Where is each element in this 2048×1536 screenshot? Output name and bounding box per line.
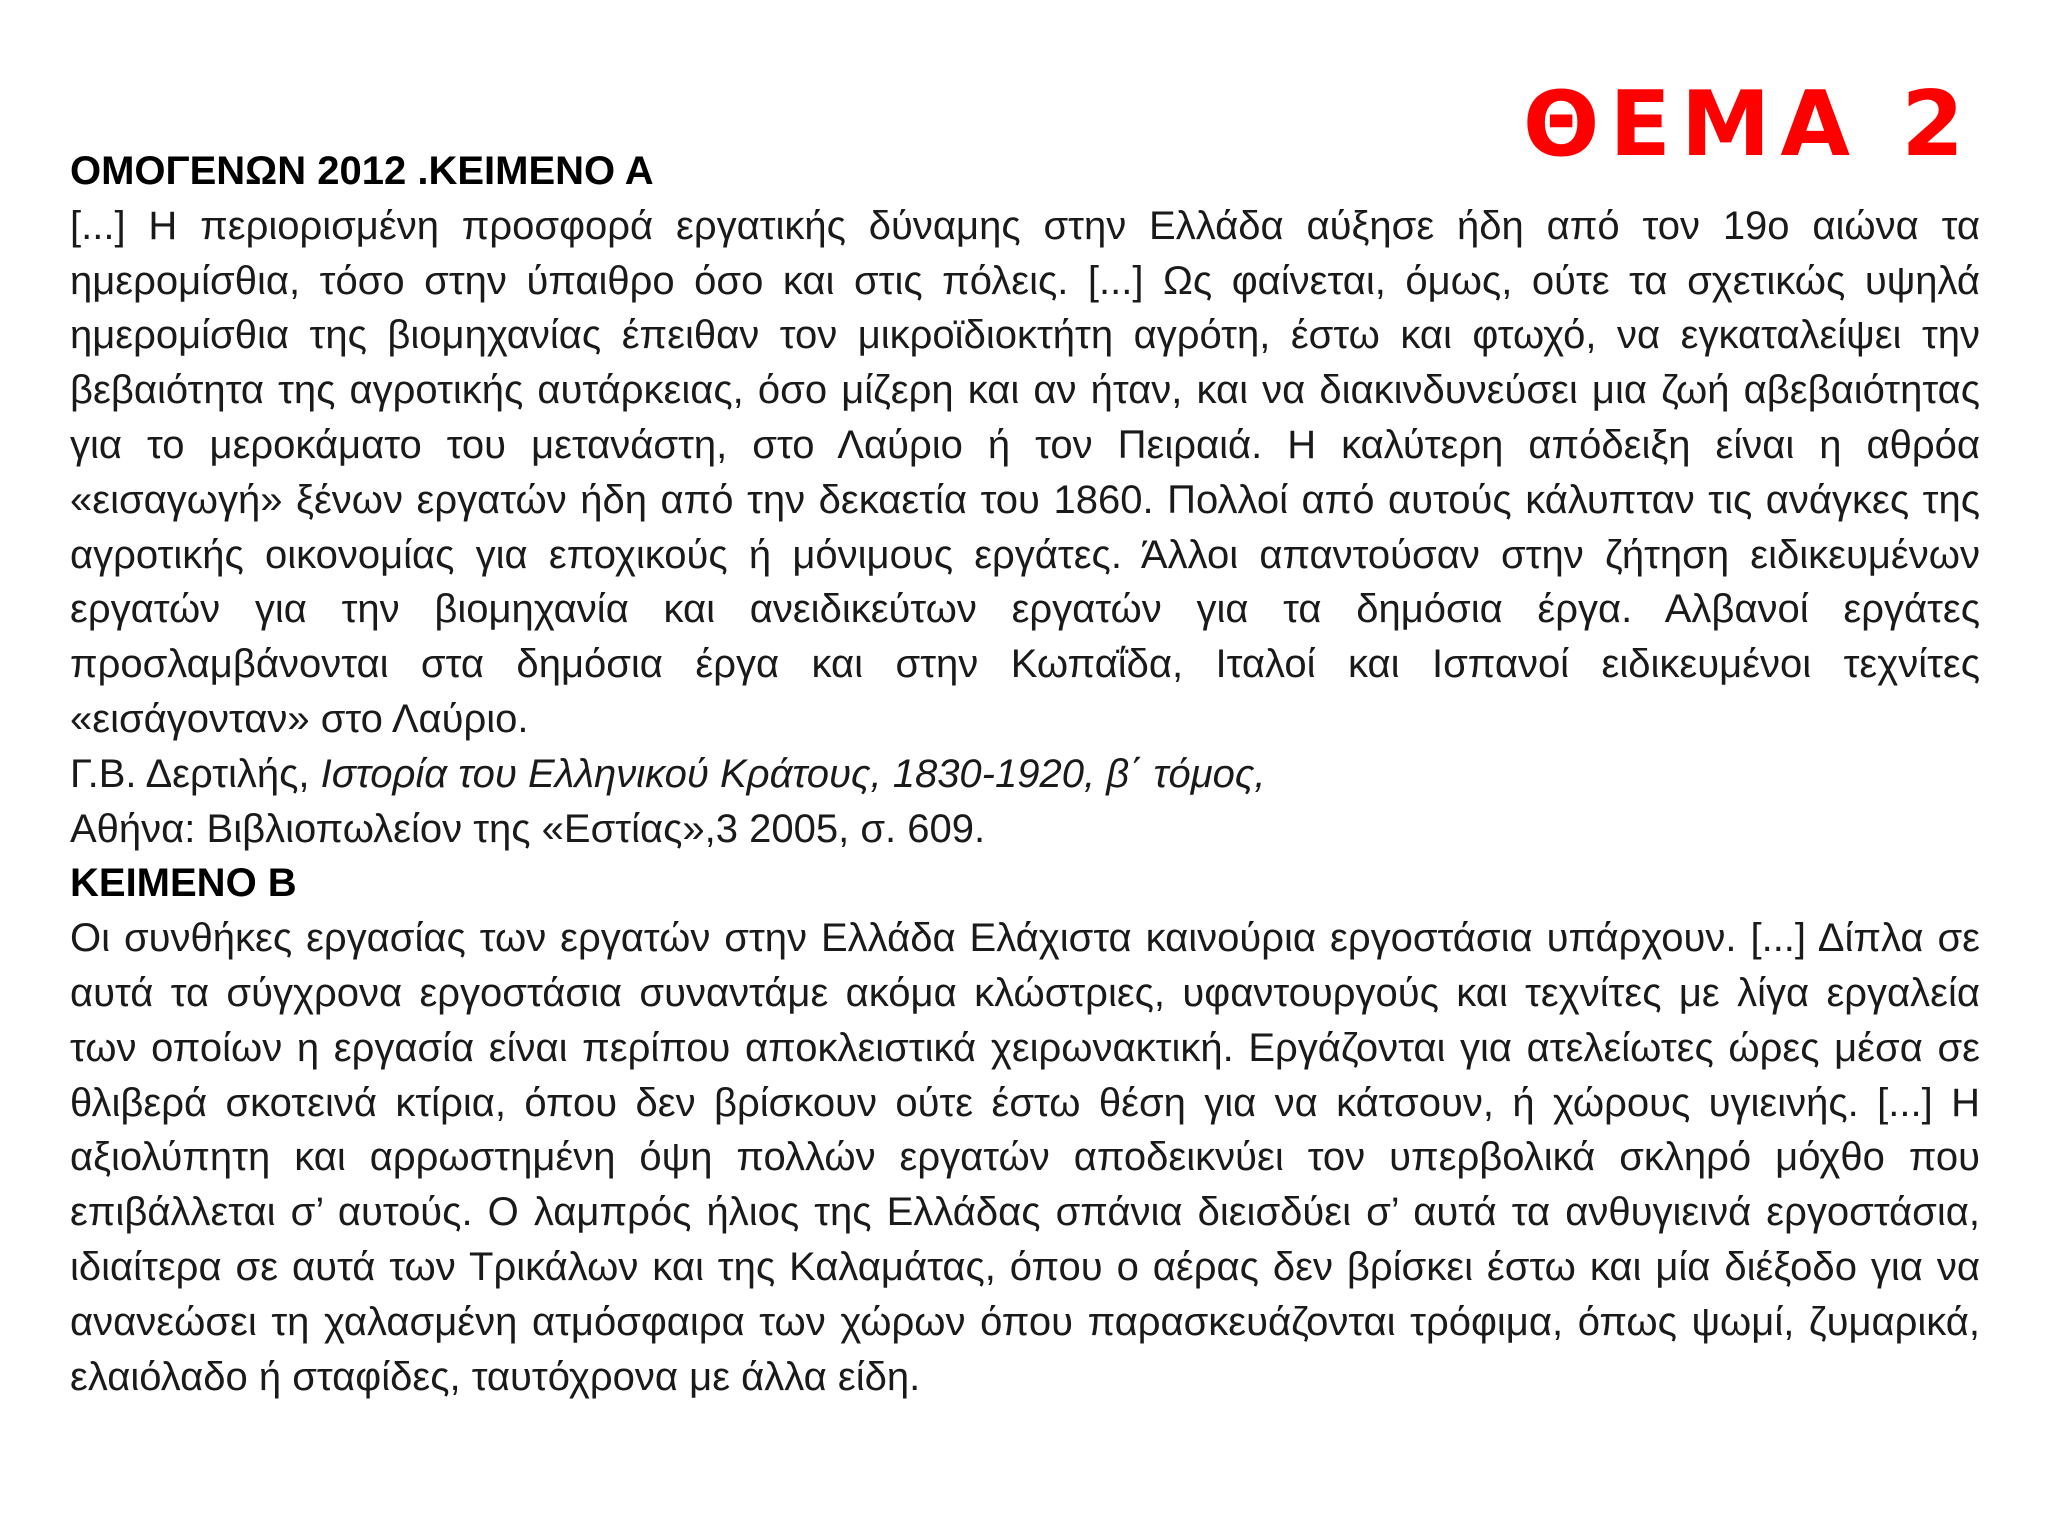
citation-title: Ιστορία του Ελληνικού Κράτους, 1830-1920, β΄ τόμος, <box>320 751 1266 796</box>
citation-publisher: Αθήνα: Βιβλιοπωλείον της «Εστίας»,3 2005, σ. 609. <box>70 806 986 851</box>
theme-title: ΘΕΜΑ 2 <box>1522 72 1974 177</box>
citation-author: Γ.Β. Δερτιλής, <box>70 751 321 796</box>
text-b-heading: ΚΕΙΜΕΝΟ Β <box>70 861 297 906</box>
text-b-body: Οι συνθήκες εργασίας των εργατών στην Ελλάδα Ελάχιστα καινούρια εργοστάσια υπάρχουν. [...] Δίπλα σε αυτά τα σύγχρονα εργοστάσια συναντάμε ακόμα κλώστριες, υφαντουργούς και τεχνίτες με λίγα εργαλεία των οποίων η εργασία είναι περίπου αποκλειστικά χειρωνακτική. Εργάζονται για ατελείωτες ώρες μέσα σε θλιβερά σκοτεινά κτίρια, όπου δεν βρίσκουν ούτε έστω θέση για να κάτσουν, ή χώρους υγιεινής. [...] Η αξιολύπητη και αρρωστημένη όψη πολλών εργατών αποδεικνύει τον υπερβολικά σκληρό μόχθο που επιβάλλεται σ’ αυτούς. Ο λαμπρός ήλιος της Ελλάδας σπάνια διεισδύει σ’ αυτά τα ανθυγιεινά εργοστάσια, ιδιαίτερα σε αυτά των Τρικάλων και της Καλαμάτας, όπου ο αέρας δεν βρίσκει έστω και μία διέξοδο για να ανανεώσει τη χαλασμένη ατμόσφαιρα των χώρων όπου παρασκευάζονται τρόφιμα, όπως ψωμί, ζυμαρικά, ελαιόλαδο ή σταφίδες, ταυτόχρονα με άλλα είδη. <box>70 916 1980 1399</box>
document-content <box>70 144 1980 1404</box>
text-a-citation <box>70 747 1980 802</box>
text-a-body: [...] Η περιορισμένη προσφορά εργατικής δύναμης στην Ελλάδα αύξησε ήδη από τον 19ο αιώνα τα ημερομίσθια, τόσο στην ύπαιθρο όσο και στις πόλεις. [...] Ως φαίνεται, όμως, ούτε τα σχετικώς υψηλά ημερομίσθια της βιομηχανίας έπειθαν τον μικροϊδιοκτήτη αγρότη, έστω και φτωχό, να εγκαταλείψει την βεβαιότητα της αγροτικής αυτάρκειας, όσο μίζερη και αν ήταν, και να διακινδυνεύσει μια ζωή αβεβαιότητας για το μεροκάματο του μετανάστη, στο Λαύριο ή τον Πειραιά. Η καλύτερη απόδειξη είναι η αθρόα «εισαγωγή» ξένων εργατών ήδη από την δεκαετία του 1860. Πολλοί από αυτούς κάλυπταν τις ανάγκες της αγροτικής οικονομίας για εποχικούς ή μόνιμους εργάτες. Άλλοι απαντούσαν στην ζήτηση ειδικευμένων εργατών για την βιομηχανία και ανειδικεύτων εργατών για τα δημόσια έργα. Αλβανοί εργάτες προσλαμβάνονται στα δημόσια έργα και στην Κωπαΐδα, Ιταλοί και Ισπανοί ειδικευμένοι τεχνίτες «εισάγονταν» στο Λαύριο. <box>70 203 1980 741</box>
text-a-heading: ΟΜΟΓΕΝΩΝ 2012 .ΚΕΙΜΕΝΟ Α <box>70 149 654 193</box>
